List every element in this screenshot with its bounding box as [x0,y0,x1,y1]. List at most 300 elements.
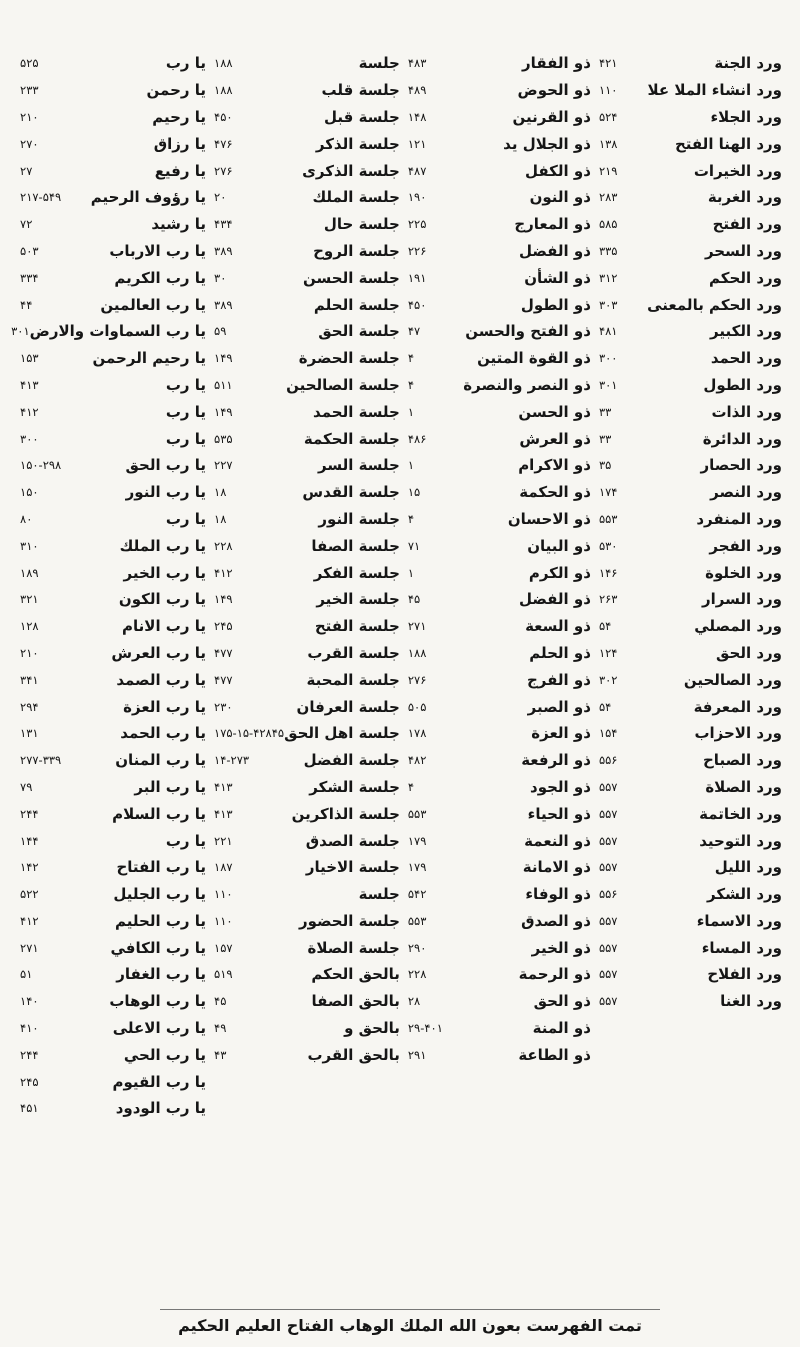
index-entry-page-number: ۴ [407,377,415,392]
index-entry-page-number: ۱۴۴ [20,833,39,848]
index-entry-page-number: ۲۷۰ [20,136,39,151]
index-entry-title: ورد الخلوة [705,563,782,582]
index-entry-title: يا رب [165,831,207,850]
index-entry-page-number: ۱ [407,458,415,473]
index-entry-row [597,372,782,399]
index-entry-page-number: ۱۵ [407,485,421,500]
index-entry-page-number: ۵۵۳ [407,806,427,821]
index-entry-page-number: ۱۷۴ [598,485,618,500]
index-entry-page-number: ۱۸۹ [20,565,39,580]
index-entry-page-number: ۲۲۵ [407,217,427,232]
index-entry-page-number: ۵۵۷ [598,967,618,982]
index-entry-row [406,666,591,693]
index-entry-title: ورد السرار [701,590,782,609]
index-column [212,50,400,1122]
index-entry-page-number: ۴۸۷ [407,163,427,178]
index-entry-title: جلسة العرفان [296,697,400,716]
index-entry-page-number: ۳۰۰ [598,351,618,366]
index-entry-title: ذو الحوض [517,81,591,100]
index-entry-row [406,1015,591,1042]
index-entry-page-number: ۳۱۲ [598,270,618,285]
index-entry-page-number: ۴۱۰ [20,1021,39,1036]
index-entry-row [212,961,400,988]
index-entry-row [212,693,400,720]
index-entry-page-number: ۱۴۸ [407,109,427,124]
index-entry-row [18,1041,206,1068]
index-entry-page-number: ۱۴۹ [214,351,233,366]
index-entry-title: ورد الحمد [710,349,782,368]
index-entry-title: يا رفيع [154,161,207,180]
index-entry-row [212,827,400,854]
index-entry-page-number: ۴۱۲ [20,913,39,928]
index-entry-row [597,50,782,77]
index-entry-title: بالحق القرب [307,1045,400,1064]
index-entry-page-number: ۳۱۰ [20,538,39,553]
index-entry-title: بالحق الحكم [311,965,400,984]
index-entry-title: جلسة الحسن [303,268,400,287]
index-entry-row [18,372,206,399]
index-entry-title: ورد الشكر [707,885,782,904]
index-entry-page-number: ۵۱ [20,967,33,982]
index-entry-page-number: ۵۲۵ [20,56,39,71]
index-entry-row [406,452,591,479]
index-entry-row [212,238,400,265]
index-entry-title: ورد الاسماء [696,911,782,930]
index-entry-row [212,425,400,452]
index-entry-page-number: ۳۵ [598,458,612,473]
index-entry-page-number: ۵۰۵ [407,699,427,714]
index-entry-title: ورد الغربة [707,188,782,207]
index-entry-title: ذو الحسن [518,402,591,421]
index-entry-title: جلسة القرب [307,643,400,662]
index-entry-title: ذو المنة [532,1019,591,1038]
index-entry-page-number: ۱۷۹ [407,860,427,875]
index-entry-row [406,291,591,318]
index-entry-row [406,961,591,988]
index-entry-title: يا رب الارباب [109,241,207,260]
index-entry-row [406,559,591,586]
index-entry-title: ذو النصر والنصرة [463,375,591,394]
index-entry-row [406,908,591,935]
index-entry-row [212,747,400,774]
index-entry-title: ورد الليل [714,858,782,877]
index-entry-title: يا رحمن [146,81,207,100]
index-entry-title: جلسة قبل [324,107,400,126]
index-entry-page-number: ۱۵۷ [214,940,233,955]
index-entry-title: ورد الخيرات [693,161,782,180]
index-entry-title: ذو المعارج [514,215,591,234]
index-entry-title: يا رب الودود [115,1099,207,1118]
index-entry-page-number: ۳۰۱ [598,377,618,392]
index-entry-title: ورد المعرفة [693,697,782,716]
index-entry-row [597,345,782,372]
index-entry-title: جلسة الحكمة [303,429,400,448]
index-entry-page-number: ۱ [407,565,415,580]
index-entry-page-number: ۲۱۹ [598,163,618,178]
index-entry-page-number: ۴۷۷ [214,645,233,660]
index-entry-title: ورد المنفرد [696,509,782,528]
index-entry-row [406,372,591,399]
index-entry-title: يا رب الحمد [120,724,207,743]
index-entry-row [597,988,782,1015]
index-entry-row [11,318,207,345]
index-entry-row [212,640,400,667]
index-entry-row [212,291,400,318]
index-entry-row [18,506,206,533]
index-entry-row [212,908,400,935]
index-entry-page-number: ۴۸۶ [407,431,427,446]
index-entry-page-number: ۵۵۷ [598,860,618,875]
index-entry-title: ذو الوفاء [525,885,591,904]
index-entry-row [18,934,206,961]
index-entry-page-number: ۱۸ [214,485,227,500]
index-entry-page-number: ۲۹۰ [407,940,427,955]
index-entry-title: جلسة الحلم [313,295,400,314]
index-entry-row [597,211,782,238]
index-entry-page-number: ۱۵۰ [20,485,39,500]
index-entry-row [406,854,591,881]
index-entry-title: يا رؤوف الرحيم [90,188,207,207]
index-entry-row [597,613,782,640]
index-entry-row [212,211,400,238]
index-entry-title: يا رب الوهاب [109,992,207,1011]
index-entry-page-number: ۴۳ [214,1047,227,1062]
index-entry-title: جلسة قلب [321,81,400,100]
index-entry-page-number: ۱۹۰ [407,190,427,205]
index-entry-row [597,238,782,265]
index-entry-title: ورد النصر [710,483,782,502]
index-entry-title: ورد الفتح [712,215,782,234]
index-entry-page-number: ۵۵۷ [598,913,618,928]
index-entry-title: يا رب السلام [112,804,207,823]
index-entry-page-number: ۱۵۰-۲۹۸ [20,458,62,473]
index-entry-row [406,238,591,265]
index-entry-title: ورد الفلاح [707,965,782,984]
index-entry-row [212,720,400,747]
index-entry-row [406,747,591,774]
index-entry-page-number: ۵۴ [598,619,612,634]
index-entry-row [18,130,206,157]
index-entry-page-number: ۳۲۱ [20,592,39,607]
index-entry-page-number: ۴۷ [407,324,421,339]
index-entry-page-number: ۵۹ [214,324,227,339]
index-entry-row [597,479,782,506]
index-entry-title: يا رحيم الرحمن [92,349,207,368]
index-entry-row [212,613,400,640]
index-entry-row [212,104,400,131]
index-entry-row [18,425,206,452]
index-entry-title: ذو الرفعة [521,751,591,770]
index-entry-row [406,1041,591,1068]
index-entry-title: ذو البيان [527,536,591,555]
index-entry-page-number: ۴۱۲ [214,565,233,580]
index-entry-title: يا رب [165,429,207,448]
index-entry-title: ذو النون [529,188,591,207]
index-entry-page-number: ۵۱۹ [214,967,233,982]
index-entry-row [406,318,591,345]
index-entry-title: ورد المصلي [694,617,782,636]
index-entry-row [212,881,400,908]
index-entry-page-number: ۲۷۶ [407,672,427,687]
index-entry-title: ذو الفضل [518,590,591,609]
index-entry-page-number: ۵۵۶ [598,753,618,768]
index-entry-row [18,452,206,479]
index-entry-page-number: ۱۳۸ [598,136,618,151]
index-entry-title: ورد الصباح [703,751,782,770]
index-entry-row [406,640,591,667]
index-entry-title: ورد الجنة [714,54,782,73]
index-entry-row [597,747,782,774]
index-entry-page-number: ۳۳ [598,404,612,419]
index-entry-page-number: ۵۵۷ [598,779,618,794]
index-entry-title: جلسة الحضرة [298,349,400,368]
index-entry-row [18,157,206,184]
index-entry-title: يا رب الكافي [110,938,207,957]
index-entry-page-number: ۴۸۲ [407,753,427,768]
index-entry-row [406,532,591,559]
index-entry-title: ذو الفضل [518,241,591,260]
index-entry-row [597,157,782,184]
index-entry-row [212,854,400,881]
index-entry-page-number: ۴۸۱ [598,324,618,339]
index-entry-page-number: ۵۵۳ [407,913,427,928]
index-entry-page-number: ۱۲۱ [407,136,427,151]
index-entry-title: ذو الطاعة [518,1045,591,1064]
index-entry-page-number: ۵۵۷ [598,833,618,848]
index-entry-page-number: ۲۱۷-۵۴۹ [20,190,62,205]
index-entry-row [212,532,400,559]
index-entry-row [18,613,206,640]
index-entry-title: جلسة اهل الحق [284,724,400,743]
index-entry-title: ورد الغنا [720,992,782,1011]
index-entry-row [18,586,206,613]
index-entry-page-number: ۲۹-۴۰۱ [407,1021,443,1036]
index-entry-row [18,988,206,1015]
index-entry-row [18,854,206,881]
index-entry-page-number: ۵۵۳ [598,511,618,526]
index-entry-title: جلسة الحق [318,322,400,341]
index-entry-title: ذو الرحمة [518,965,591,984]
index-entry-title: جلسة الصفا [311,536,400,555]
index-entry-page-number: ۵۱۱ [214,377,233,392]
index-entry-page-number: ۷۹ [20,779,33,794]
index-entry-page-number: ۳۸۹ [214,297,233,312]
index-entry-row [18,559,206,586]
index-entry-title: ذو العرش [519,429,591,448]
index-entry-page-number: ۱۹۱ [407,270,427,285]
index-entry-page-number: ۷۲ [20,217,33,232]
index-entry-title: جلسة الخير [316,590,400,609]
index-entry-page-number: ۵۵۶ [598,887,618,902]
index-entry-title: ذو الفتح والحسن [465,322,591,341]
index-entry-page-number: ۷۱ [407,538,421,553]
index-entry-page-number: ۱۷۸ [407,726,427,741]
index-entry-page-number: ۴۵۰ [214,109,233,124]
index-entry-page-number: ۲۰ [214,190,227,205]
index-entry-row [18,184,206,211]
index-entry-page-number: ۴۱۲ [20,404,39,419]
index-entry-title: ذو النعمة [524,831,591,850]
index-entry-row [18,345,206,372]
index-entry-title: جلسة [358,885,400,904]
index-entry-page-number: ۴۱۳ [20,377,39,392]
index-entry-row [18,50,206,77]
index-entry-title: يا رب السماوات والارض [29,322,207,341]
index-entry-page-number: ۴۷۷ [214,672,233,687]
index-entry-page-number: ۵۵۷ [598,994,618,1009]
index-entry-row [212,1015,400,1042]
index-entry-page-number: ۲۷۱ [407,619,427,634]
index-entry-page-number: ۳۰۲ [598,672,618,687]
index-entry-title: ورد السحر [704,241,782,260]
index-entry-title: ورد الهنا الفتح [674,134,782,153]
index-entry-row [597,881,782,908]
index-entry-title: يا رب الملك [119,536,207,555]
index-entry-page-number: ۱ [407,404,415,419]
index-entry-row [406,800,591,827]
index-entry-title: ذو الفقار [522,54,591,73]
index-entry-row [406,50,591,77]
index-entry-page-number: ۱۴۰ [20,994,39,1009]
index-entry-page-number: ۲۳۰ [214,699,233,714]
index-entry-page-number: ۱۸۷ [214,860,233,875]
index-entry-page-number: ۱۱۰ [598,83,618,98]
index-entry-row [597,908,782,935]
index-entry-title: يا رب العرش [111,643,207,662]
index-entry-row [18,1015,206,1042]
index-entry-row [212,586,400,613]
index-entry-row [18,693,206,720]
index-entry-title: جلسة الروح [313,241,400,260]
index-entry-title: يا رحيم [152,107,207,126]
index-entry-row [18,264,206,291]
index-entry-title: بالحق الصفا [311,992,400,1011]
index-entry-row [212,666,400,693]
index-entry-row [212,318,400,345]
index-entry-title: يا رب الجليل [113,885,207,904]
index-entry-title: ذو الاحسان [507,509,591,528]
index-entry-title: ورد المساء [701,938,782,957]
index-entry-title: ذو الجلال يد [503,134,591,153]
index-entry-page-number: ۴۵ [214,994,227,1009]
index-entry-row [18,104,206,131]
index-entry-title: ورد الكبير [710,322,782,341]
index-entry-page-number: ۵۵۷ [598,940,618,955]
index-entry-title: ذو الكفل [525,161,591,180]
index-entry-row [406,157,591,184]
index-entry-page-number: ۵۵۷ [598,806,618,821]
index-entry-row [597,586,782,613]
index-entry-page-number: ۴۳۴ [214,217,233,232]
index-entry-page-number: ۵۲۴ [598,109,618,124]
index-entry-title: يا رب [165,402,207,421]
index-entry-row [18,800,206,827]
index-entry-page-number: ۴۸۳ [407,56,427,71]
index-entry-row [212,264,400,291]
index-entry-title: جلسة الشكر [309,777,400,796]
index-entry-row [597,425,782,452]
index-entry-row [18,532,206,559]
index-entry-row [406,479,591,506]
index-entry-page-number: ۱۴-۲۷۳ [214,753,250,768]
index-entry-row [406,184,591,211]
index-entry-row [597,854,782,881]
index-entry-title: ذو الشأن [524,268,591,287]
index-entry-row [212,559,400,586]
index-entry-row [406,77,591,104]
index-entry-row [18,720,206,747]
index-entry-row [597,264,782,291]
index-entry-page-number: ۳۳ [598,431,612,446]
index-entry-title: يا رب النور [125,483,207,502]
index-entry-title: يا رب الكريم [114,268,207,287]
index-entry-row [212,479,400,506]
index-column [597,50,782,1122]
index-entry-page-number: ۴۹ [214,1021,227,1036]
index-entry-page-number: ۳۳۵ [598,243,618,258]
index-entry-page-number: ۲۱۰ [20,645,39,660]
index-entry-row [406,506,591,533]
index-entry-title: ذو الحكمة [519,483,591,502]
index-entry-row [406,774,591,801]
index-entry-title: ورد انشاء الملا علا [647,81,782,100]
index-entry-row [18,77,206,104]
index-entry-title: يا رب القيوم [112,1072,207,1091]
index-entry-title: يا رب المنان [115,751,207,770]
index-entry-page-number: ۴ [407,779,415,794]
index-entry-row [212,988,400,1015]
index-entry-page-number: ۱۸ [214,511,227,526]
index-entry-title: جلسة القدس [302,483,400,502]
index-entry-title: يا رب الخير [123,563,207,582]
index-entry-page-number: ۵۴۲ [407,887,427,902]
index-entry-row [18,774,206,801]
index-entry-page-number: ۴۲۱ [598,56,618,71]
index-entry-title: جلسة المحبة [306,670,400,689]
index-entry-page-number: ۴۱۳ [214,779,233,794]
index-entry-title: يا رب [165,54,207,73]
index-entry-title: ورد الحكم [709,268,782,287]
index-entry-title: جلسة السر [317,456,400,475]
index-entry-page-number: ۴۷۶ [214,136,233,151]
index-entry-title: ورد الخاتمة [699,804,782,823]
index-entry-page-number: ۱۴۹ [214,404,233,419]
index-columns [11,50,782,1122]
index-column [406,50,591,1122]
index-entry-title: يا رب البر [134,777,207,796]
index-entry-page-number: ۲۴۵ [214,619,233,634]
index-entry-page-number: ۱۵۴ [598,726,618,741]
index-entry-page-number: ۱۸۸ [214,83,233,98]
index-entry-title: ذو الكرم [528,563,591,582]
index-entry-title: يا رشيد [151,215,207,234]
index-entry-row [597,559,782,586]
index-entry-row [597,130,782,157]
index-entry-page-number: ۴۵ [407,592,421,607]
index-entry-title: جلسة الذكرى [302,161,400,180]
index-entry-page-number: ۳۰۰ [20,431,39,446]
index-entry-row [212,157,400,184]
index-entry-title: ورد الاحزاب [694,724,782,743]
index-entry-page-number: ۵۴ [598,699,612,714]
index-entry-row [597,774,782,801]
index-entry-page-number: ۱۱۰ [214,887,233,902]
index-entry-row [212,130,400,157]
index-entry-title: ذو الاكرام [518,456,591,475]
index-entry-page-number: ۳۳۴ [20,270,39,285]
index-entry-row [212,398,400,425]
index-entry-page-number: ۳۸۹ [214,243,233,258]
